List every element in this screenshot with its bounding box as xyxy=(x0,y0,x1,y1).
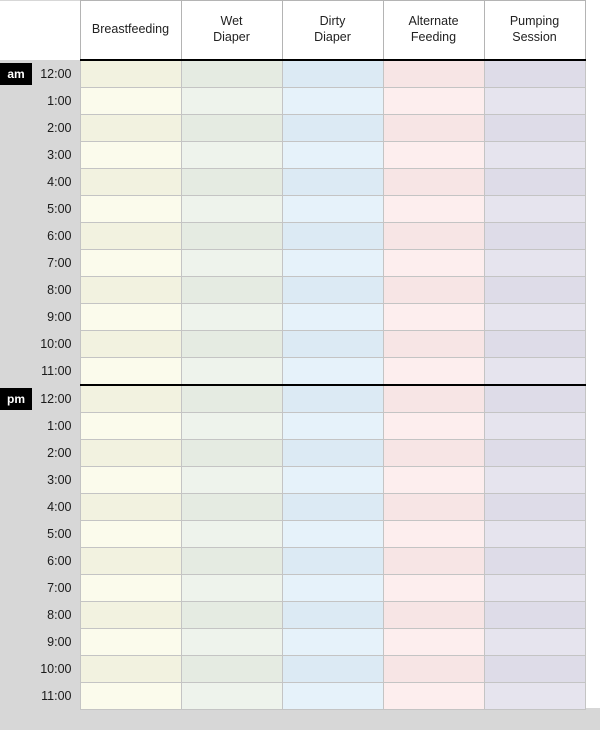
time-label: 11:00 xyxy=(32,358,80,386)
time-label: 12:00 xyxy=(32,60,80,88)
column-header-line2: Diaper xyxy=(314,30,351,44)
log-cell-alternate_feeding[interactable] xyxy=(383,467,484,494)
log-cell-breastfeeding[interactable] xyxy=(80,683,181,710)
log-cell-dirty_diaper[interactable] xyxy=(282,250,383,277)
hour-row xyxy=(0,88,585,115)
column-header-alternate_feeding xyxy=(383,1,484,61)
log-cell-alternate_feeding[interactable] xyxy=(383,629,484,656)
log-cell-alternate_feeding[interactable] xyxy=(383,60,484,88)
log-cell-wet_diaper[interactable] xyxy=(181,494,282,521)
time-label: 3:00 xyxy=(32,467,80,494)
time-label: 1:00 xyxy=(32,88,80,115)
log-cell-wet_diaper[interactable] xyxy=(181,575,282,602)
period-marker-spacer xyxy=(0,196,32,223)
column-header-line1: Alternate xyxy=(408,14,459,29)
log-cell-pumping_session[interactable] xyxy=(484,548,585,575)
time-label: 12:00 xyxy=(32,385,80,413)
log-cell-breastfeeding[interactable] xyxy=(80,115,181,142)
period-badge: pm xyxy=(0,388,32,410)
period-marker-spacer xyxy=(0,521,32,548)
log-cell-wet_diaper[interactable] xyxy=(181,115,282,142)
log-cell-wet_diaper[interactable] xyxy=(181,683,282,710)
log-cell-breastfeeding[interactable] xyxy=(80,250,181,277)
log-cell-pumping_session[interactable] xyxy=(484,467,585,494)
log-cell-alternate_feeding[interactable] xyxy=(383,277,484,304)
log-cell-dirty_diaper[interactable] xyxy=(282,575,383,602)
time-label: 10:00 xyxy=(32,656,80,683)
column-header-line1: Pumping xyxy=(509,14,560,29)
log-cell-wet_diaper[interactable] xyxy=(181,467,282,494)
log-cell-alternate_feeding[interactable] xyxy=(383,88,484,115)
log-cell-dirty_diaper[interactable] xyxy=(282,629,383,656)
log-cell-breastfeeding[interactable] xyxy=(80,602,181,629)
hour-row xyxy=(0,467,585,494)
log-cell-breastfeeding[interactable] xyxy=(80,277,181,304)
log-cell-pumping_session[interactable] xyxy=(484,683,585,710)
log-cell-pumping_session[interactable] xyxy=(484,223,585,250)
hour-row xyxy=(0,196,585,223)
hour-row xyxy=(0,494,585,521)
log-cell-wet_diaper[interactable] xyxy=(181,277,282,304)
log-cell-pumping_session[interactable] xyxy=(484,304,585,331)
hour-row xyxy=(0,683,585,710)
log-cell-breastfeeding[interactable] xyxy=(80,60,181,88)
log-cell-alternate_feeding[interactable] xyxy=(383,521,484,548)
period-marker-spacer xyxy=(0,115,32,142)
log-cell-wet_diaper[interactable] xyxy=(181,358,282,386)
log-cell-dirty_diaper[interactable] xyxy=(282,548,383,575)
column-header-line1: Dirty xyxy=(319,14,346,29)
log-cell-wet_diaper[interactable] xyxy=(181,142,282,169)
period-marker-spacer xyxy=(0,467,32,494)
log-cell-wet_diaper[interactable] xyxy=(181,196,282,223)
period-marker-spacer xyxy=(0,548,32,575)
column-header-line2: Feeding xyxy=(410,30,457,44)
time-label: 9:00 xyxy=(32,304,80,331)
time-label: 9:00 xyxy=(32,629,80,656)
log-cell-dirty_diaper[interactable] xyxy=(282,358,383,386)
log-cell-alternate_feeding[interactable] xyxy=(383,169,484,196)
period-badge: am xyxy=(0,63,32,85)
period-marker-spacer xyxy=(0,413,32,440)
hour-row xyxy=(0,331,585,358)
log-cell-alternate_feeding[interactable] xyxy=(383,413,484,440)
log-cell-pumping_session[interactable] xyxy=(484,196,585,223)
log-cell-pumping_session[interactable] xyxy=(484,629,585,656)
log-cell-alternate_feeding[interactable] xyxy=(383,683,484,710)
log-cell-dirty_diaper[interactable] xyxy=(282,60,383,88)
log-cell-dirty_diaper[interactable] xyxy=(282,142,383,169)
period-marker-spacer xyxy=(0,358,32,386)
hour-row xyxy=(0,60,585,88)
period-marker-spacer xyxy=(0,169,32,196)
column-header-label: Breastfeeding xyxy=(91,22,170,37)
time-label: 6:00 xyxy=(32,223,80,250)
column-header-line1: Wet xyxy=(220,14,243,29)
period-marker-spacer xyxy=(0,629,32,656)
hour-row xyxy=(0,602,585,629)
log-cell-pumping_session[interactable] xyxy=(484,656,585,683)
log-cell-breastfeeding[interactable] xyxy=(80,142,181,169)
log-cell-wet_diaper[interactable] xyxy=(181,223,282,250)
time-label: 11:00 xyxy=(32,683,80,710)
log-cell-breastfeeding[interactable] xyxy=(80,575,181,602)
log-cell-breastfeeding[interactable] xyxy=(80,196,181,223)
log-cell-pumping_session[interactable] xyxy=(484,331,585,358)
log-cell-dirty_diaper[interactable] xyxy=(282,440,383,467)
time-label: 4:00 xyxy=(32,169,80,196)
log-cell-pumping_session[interactable] xyxy=(484,440,585,467)
hour-row xyxy=(0,629,585,656)
time-label: 8:00 xyxy=(32,277,80,304)
log-cell-dirty_diaper[interactable] xyxy=(282,331,383,358)
period-marker-spacer xyxy=(0,277,32,304)
log-cell-breastfeeding[interactable] xyxy=(80,304,181,331)
log-cell-wet_diaper[interactable] xyxy=(181,440,282,467)
period-marker-spacer xyxy=(0,656,32,683)
log-cell-wet_diaper[interactable] xyxy=(181,88,282,115)
time-label: 10:00 xyxy=(32,331,80,358)
column-header-dirty_diaper xyxy=(282,1,383,61)
column-header-wet_diaper xyxy=(181,1,282,61)
log-cell-breastfeeding[interactable] xyxy=(80,548,181,575)
log-cell-wet_diaper[interactable] xyxy=(181,331,282,358)
log-cell-wet_diaper[interactable] xyxy=(181,629,282,656)
log-cell-dirty_diaper[interactable] xyxy=(282,656,383,683)
hour-row xyxy=(0,413,585,440)
log-cell-pumping_session[interactable] xyxy=(484,88,585,115)
log-cell-breastfeeding[interactable] xyxy=(80,656,181,683)
log-cell-alternate_feeding[interactable] xyxy=(383,304,484,331)
log-cell-dirty_diaper[interactable] xyxy=(282,115,383,142)
period-marker-spacer xyxy=(0,250,32,277)
log-cell-wet_diaper[interactable] xyxy=(181,304,282,331)
column-header-line2: Session xyxy=(512,30,557,44)
log-cell-wet_diaper[interactable] xyxy=(181,656,282,683)
hour-row xyxy=(0,304,585,331)
log-cell-dirty_diaper[interactable] xyxy=(282,602,383,629)
log-cell-pumping_session[interactable] xyxy=(484,60,585,88)
log-cell-breastfeeding[interactable] xyxy=(80,331,181,358)
time-label: 5:00 xyxy=(32,196,80,223)
period-marker-pm xyxy=(0,385,32,413)
hour-row xyxy=(0,169,585,196)
log-cell-breastfeeding[interactable] xyxy=(80,440,181,467)
period-marker-spacer xyxy=(0,683,32,710)
column-header-pumping_session xyxy=(484,1,585,61)
hour-row xyxy=(0,358,585,386)
log-cell-pumping_session[interactable] xyxy=(484,277,585,304)
log-cell-wet_diaper[interactable] xyxy=(181,60,282,88)
log-cell-pumping_session[interactable] xyxy=(484,115,585,142)
log-cell-pumping_session[interactable] xyxy=(484,521,585,548)
log-cell-breastfeeding[interactable] xyxy=(80,521,181,548)
column-header-line2: Diaper xyxy=(213,30,250,44)
time-label: 7:00 xyxy=(32,250,80,277)
log-cell-pumping_session[interactable] xyxy=(484,250,585,277)
log-cell-alternate_feeding[interactable] xyxy=(383,115,484,142)
log-cell-alternate_feeding[interactable] xyxy=(383,494,484,521)
log-cell-alternate_feeding[interactable] xyxy=(383,331,484,358)
log-cell-alternate_feeding[interactable] xyxy=(383,575,484,602)
log-cell-breastfeeding[interactable] xyxy=(80,385,181,413)
header-corner-ampm xyxy=(0,1,32,61)
bottom-gutter-strip xyxy=(0,708,600,730)
log-cell-breastfeeding[interactable] xyxy=(80,467,181,494)
period-marker-spacer xyxy=(0,304,32,331)
log-cell-dirty_diaper[interactable] xyxy=(282,169,383,196)
log-cell-dirty_diaper[interactable] xyxy=(282,223,383,250)
period-marker-spacer xyxy=(0,440,32,467)
log-cell-pumping_session[interactable] xyxy=(484,358,585,386)
time-label: 3:00 xyxy=(32,142,80,169)
log-cell-pumping_session[interactable] xyxy=(484,602,585,629)
time-label: 2:00 xyxy=(32,440,80,467)
hour-row xyxy=(0,142,585,169)
log-cell-alternate_feeding[interactable] xyxy=(383,358,484,386)
log-cell-breastfeeding[interactable] xyxy=(80,494,181,521)
log-cell-wet_diaper[interactable] xyxy=(181,250,282,277)
log-cell-alternate_feeding[interactable] xyxy=(383,223,484,250)
log-cell-breastfeeding[interactable] xyxy=(80,413,181,440)
period-marker-spacer xyxy=(0,494,32,521)
log-cell-dirty_diaper[interactable] xyxy=(282,467,383,494)
hour-row xyxy=(0,115,585,142)
log-cell-dirty_diaper[interactable] xyxy=(282,494,383,521)
log-cell-dirty_diaper[interactable] xyxy=(282,683,383,710)
hour-row xyxy=(0,548,585,575)
time-label: 6:00 xyxy=(32,548,80,575)
time-label: 2:00 xyxy=(32,115,80,142)
log-cell-wet_diaper[interactable] xyxy=(181,385,282,413)
hour-row xyxy=(0,656,585,683)
log-table-body xyxy=(0,60,585,710)
time-label: 7:00 xyxy=(32,575,80,602)
log-cell-alternate_feeding[interactable] xyxy=(383,385,484,413)
hour-row xyxy=(0,223,585,250)
log-cell-dirty_diaper[interactable] xyxy=(282,88,383,115)
hour-row xyxy=(0,575,585,602)
log-cell-alternate_feeding[interactable] xyxy=(383,656,484,683)
log-cell-breastfeeding[interactable] xyxy=(80,169,181,196)
log-cell-pumping_session[interactable] xyxy=(484,413,585,440)
log-cell-alternate_feeding[interactable] xyxy=(383,250,484,277)
log-cell-alternate_feeding[interactable] xyxy=(383,196,484,223)
log-cell-wet_diaper[interactable] xyxy=(181,169,282,196)
log-cell-pumping_session[interactable] xyxy=(484,575,585,602)
log-cell-dirty_diaper[interactable] xyxy=(282,196,383,223)
log-cell-wet_diaper[interactable] xyxy=(181,602,282,629)
time-label: 8:00 xyxy=(32,602,80,629)
time-label: 1:00 xyxy=(32,413,80,440)
log-cell-alternate_feeding[interactable] xyxy=(383,440,484,467)
hour-row xyxy=(0,277,585,304)
log-cell-wet_diaper[interactable] xyxy=(181,548,282,575)
log-cell-pumping_session[interactable] xyxy=(484,385,585,413)
hour-row xyxy=(0,385,585,413)
log-cell-breastfeeding[interactable] xyxy=(80,358,181,386)
log-cell-dirty_diaper[interactable] xyxy=(282,385,383,413)
time-label: 5:00 xyxy=(32,521,80,548)
log-cell-wet_diaper[interactable] xyxy=(181,413,282,440)
log-cell-dirty_diaper[interactable] xyxy=(282,304,383,331)
log-cell-pumping_session[interactable] xyxy=(484,142,585,169)
log-cell-alternate_feeding[interactable] xyxy=(383,548,484,575)
time-label: 4:00 xyxy=(32,494,80,521)
log-cell-breastfeeding[interactable] xyxy=(80,88,181,115)
log-cell-alternate_feeding[interactable] xyxy=(383,602,484,629)
period-marker-spacer xyxy=(0,602,32,629)
hour-row xyxy=(0,521,585,548)
period-marker-spacer xyxy=(0,331,32,358)
log-cell-dirty_diaper[interactable] xyxy=(282,521,383,548)
log-cell-pumping_session[interactable] xyxy=(484,494,585,521)
log-table-header xyxy=(0,1,585,61)
period-marker-spacer xyxy=(0,142,32,169)
log-cell-pumping_session[interactable] xyxy=(484,169,585,196)
log-cell-breastfeeding[interactable] xyxy=(80,629,181,656)
period-marker-spacer xyxy=(0,223,32,250)
log-cell-wet_diaper[interactable] xyxy=(181,521,282,548)
column-header-breastfeeding xyxy=(80,1,181,61)
header-row xyxy=(0,1,585,61)
period-marker-am xyxy=(0,60,32,88)
header-corner-time xyxy=(32,1,80,61)
hour-row xyxy=(0,250,585,277)
period-marker-spacer xyxy=(0,575,32,602)
log-cell-dirty_diaper[interactable] xyxy=(282,277,383,304)
period-marker-spacer xyxy=(0,88,32,115)
log-cell-alternate_feeding[interactable] xyxy=(383,142,484,169)
hour-row xyxy=(0,440,585,467)
log-cell-dirty_diaper[interactable] xyxy=(282,413,383,440)
log-cell-breastfeeding[interactable] xyxy=(80,223,181,250)
